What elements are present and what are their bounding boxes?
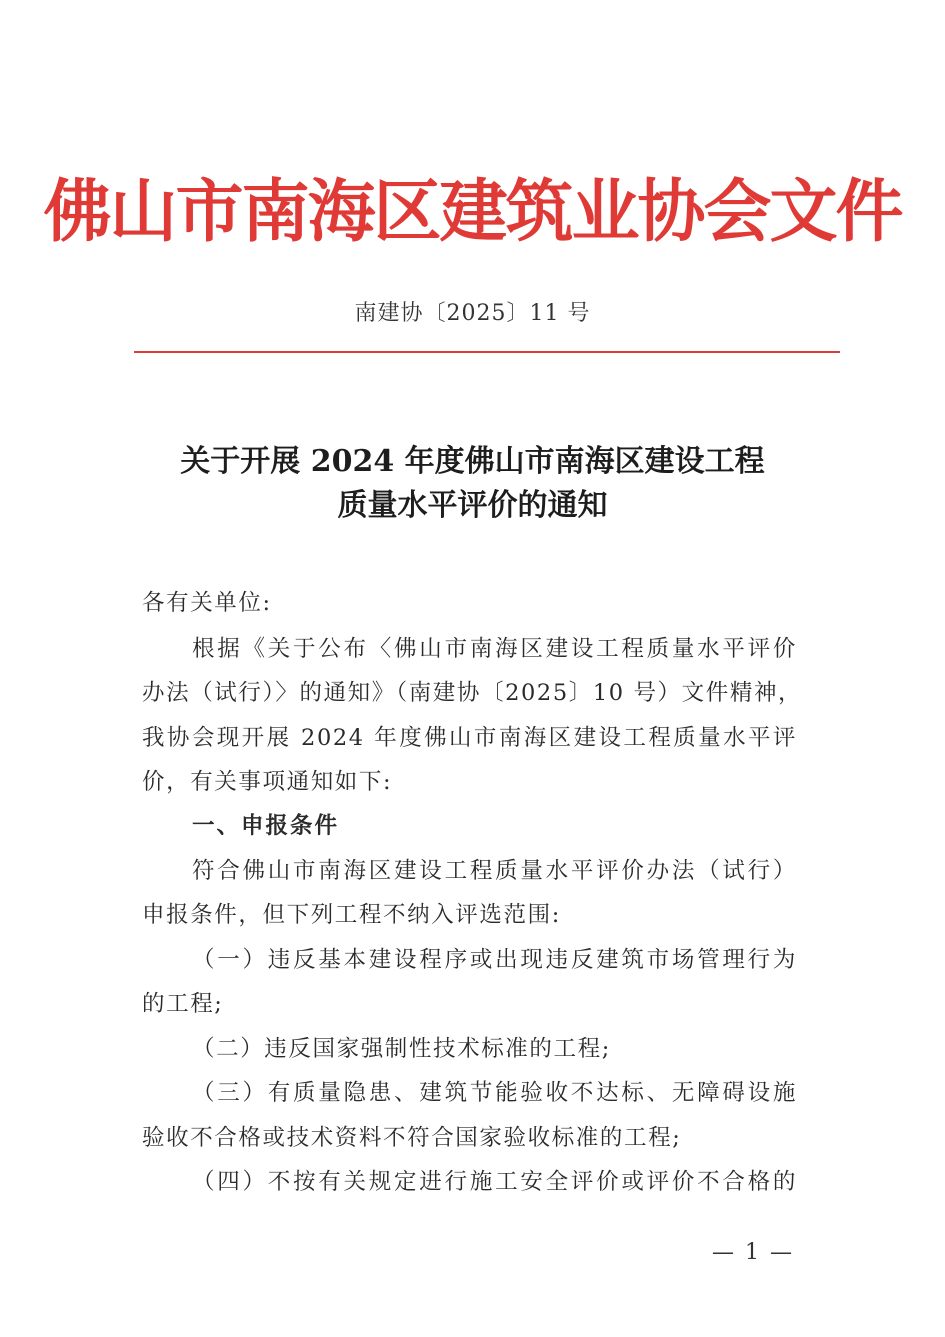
item-3-line-1: （三）有质量隐患、建筑节能验收不达标、无障碍设施 [192,1080,797,1106]
document-masthead: 佛山市南海区建筑业协会文件 [43,173,902,252]
document-title [0,440,945,528]
page-number: — 1 — [712,1240,794,1265]
paragraph-1-line-3: 我协会现开展 2024 年度佛山市南海区建设工程质量水平评 [142,725,797,751]
paragraph-1-line-4: 价，有关事项通知如下: [142,769,393,795]
item-4-line-1: （四）不按有关规定进行施工安全评价或评价不合格的 [192,1169,797,1195]
item-3-line-2: 验收不合格或技术资料不符合国家验收标准的工程; [142,1125,682,1151]
item-2: （二）违反国家强制性技术标准的工程; [192,1036,611,1062]
paragraph-2-line-1: 符合佛山市南海区建设工程质量水平评价办法（试行） [192,858,797,884]
title-line-2: 质量水平评价的通知 [337,488,608,523]
item-1-line-2: 的工程; [142,991,224,1017]
paragraph-1-line-2: 办法（试行）〉的通知》（南建协〔2025〕10 号）文件精神， [142,680,803,706]
paragraph-1-line-1: 根据《关于公布〈佛山市南海区建设工程质量水平评价 [192,636,797,662]
paragraph-2-line-2: 申报条件，但下列工程不纳入评选范围: [142,902,561,928]
item-1-line-1: （一）违反基本建设程序或出现违反建筑市场管理行为 [192,947,797,973]
red-separator-line [134,351,840,353]
title-line-1: 关于开展 2024 年度佛山市南海区建设工程 [180,444,765,479]
document-number: 南建协〔2025〕11 号 [354,301,591,326]
salutation: 各有关单位: [142,590,272,616]
section-heading-application-conditions: 一、申报条件 [192,813,340,839]
